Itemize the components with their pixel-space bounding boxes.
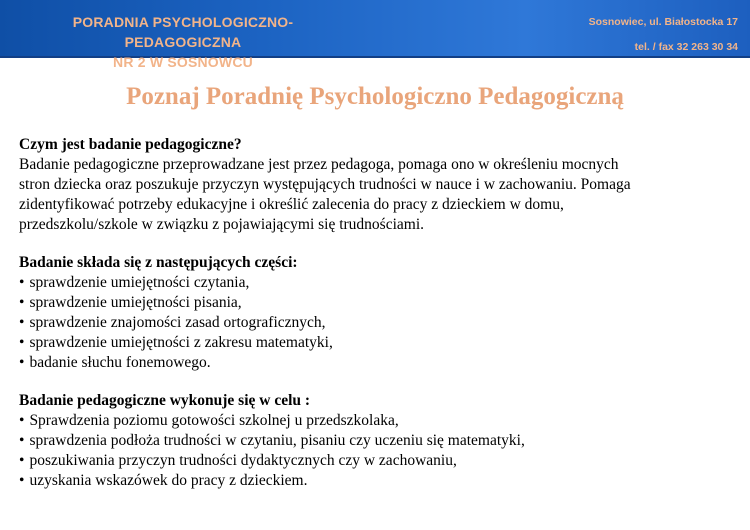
paragraph-line: stron dziecka oraz poszukuje przyczyn występujących trudności w nauce i w zachowaniu. Pomaga: [19, 176, 631, 193]
list-item-text: sprawdzenie umiejętności z zakresu matematyki,: [29, 334, 333, 351]
list-item-text: sprawdzenie umiejętności pisania,: [29, 294, 242, 311]
list-item: [19, 451, 739, 471]
list-item: [19, 273, 739, 293]
bullet-list: [19, 411, 739, 491]
org-name-line-2: NR 2 W SOSNOWCU: [113, 54, 253, 70]
list-item: [19, 411, 739, 431]
list-item-text: sprawdzenie znajomości zasad ortograficznych,: [29, 314, 326, 331]
bullet-icon: •: [19, 354, 25, 371]
list-item-text: sprawdzenia podłoża trudności w czytaniu, pisaniu czy uczeniu się matematyki,: [29, 432, 525, 449]
list-item-text: sprawdzenie umiejętności czytania,: [29, 274, 250, 291]
bullet-icon: •: [19, 314, 25, 331]
section-purpose: [19, 391, 739, 491]
bullet-icon: •: [19, 432, 25, 449]
list-item-text: poszukiwania przyczyn trudności dydaktycznych czy w zachowaniu,: [29, 452, 457, 469]
section-heading: Czym jest badanie pedagogiczne?: [19, 136, 242, 153]
section-what-is: [19, 135, 739, 235]
bullet-list: [19, 273, 739, 373]
bullet-icon: •: [19, 412, 25, 429]
list-item-text: Sprawdzenia poziomu gotowości szkolnej u przedszkolaka,: [29, 412, 399, 429]
paragraph-line: zidentyfikować potrzeby edukacyjne i określić zalecenia do pracy z dzieckiem w domu,: [19, 196, 564, 213]
bullet-icon: •: [19, 452, 25, 469]
bullet-icon: •: [19, 294, 25, 311]
list-item: [19, 293, 739, 313]
section-parts: [19, 253, 739, 373]
bullet-icon: •: [19, 274, 25, 291]
section-heading: Badanie składa się z następujących części:: [19, 254, 298, 271]
bullet-icon: •: [19, 472, 25, 489]
list-item: [19, 471, 739, 491]
section-heading: Badanie pedagogiczne wykonuje się w celu :: [19, 392, 311, 409]
contact-info: [589, 10, 738, 60]
list-item: [19, 353, 739, 373]
org-name: [18, 12, 348, 72]
org-name-line-1: PORADNIA PSYCHOLOGICZNO- PEDAGOGICZNA: [72, 14, 294, 50]
page-title: Poznaj Poradnię Psychologiczno Pedagogiczną: [126, 83, 624, 110]
paragraph-line: Badanie pedagogiczne przeprowadzane jest przez pedagoga, pomaga ono w określeniu mocnych: [19, 156, 619, 173]
list-item: [19, 313, 739, 333]
article-body: [19, 135, 739, 509]
address: Sosnowiec, ul. Białostocka 17: [588, 16, 738, 28]
phone: tel. / fax 32 263 30 34: [634, 41, 738, 53]
paragraph-line: przedszkolu/szkole w związku z pojawiającymi się trudnościami.: [19, 216, 425, 233]
list-item-text: badanie słuchu fonemowego.: [29, 354, 211, 371]
list-item-text: uzyskania wskazówek do pracy z dzieckiem.: [29, 472, 308, 489]
header-banner: [0, 0, 750, 70]
paragraph: [19, 155, 739, 235]
bullet-icon: •: [19, 334, 25, 351]
list-item: [19, 333, 739, 353]
list-item: [19, 431, 739, 451]
